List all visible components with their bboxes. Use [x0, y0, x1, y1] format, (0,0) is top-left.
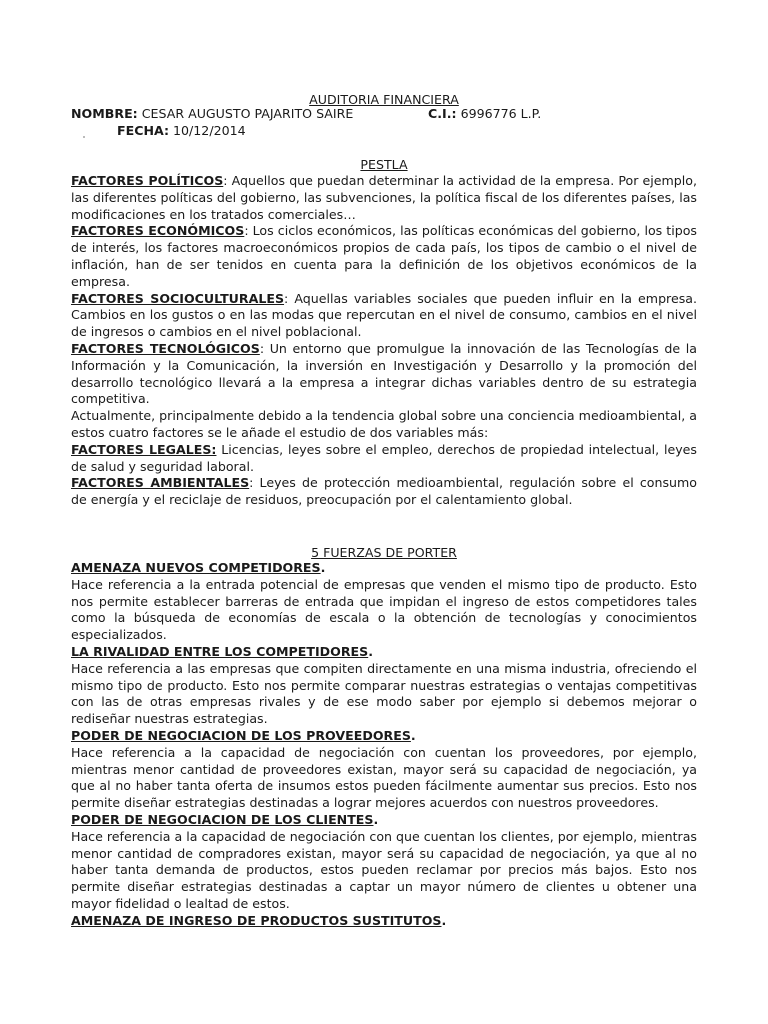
pestla-section [71, 173, 697, 509]
document-title: AUDITORIA FINANCIERA [309, 92, 459, 107]
factor-text: : Un entorno que promulgue la innovación de las Tecnologías de la Información y la Comunicación, la inversión en Investigación y Desarrollo y la promoción del desarrollo tecnológico llevará a la empresa a integrar dichas variables dentro de su estrategia competitiva. [71, 340, 697, 407]
force-suffix: . [410, 727, 416, 743]
factor-label: FACTORES LEGALES: [71, 441, 217, 457]
ci-line [428, 106, 541, 123]
force-suffix: . [320, 560, 326, 575]
factor-label: FACTORES POLÍTICOS [71, 173, 224, 188]
fecha-value: 10/12/2014 [173, 123, 246, 138]
fecha-label: FECHA: [117, 123, 170, 138]
force-heading [71, 644, 697, 661]
nombre-line [71, 106, 353, 123]
force-suffix: . [373, 811, 379, 827]
force-heading [71, 560, 697, 577]
factor-politicos [71, 173, 697, 223]
factor-text: : Aquellos que puedan determinar la actividad de la empresa. Por ejemplo, las diferentes políticas del gobierno, las subvenciones, la política fiscal de los diferentes países, las modificaciones en los tratados comerciales… [71, 173, 697, 222]
nombre-label: NOMBRE: [71, 106, 138, 121]
factor-label: FACTORES ECONÓMICOS [71, 223, 245, 239]
factor-tecnologicos [71, 341, 697, 408]
force-text: Hace referencia a la capacidad de negociación con que cuentan los clientes, por ejemplo, mientras menor cantidad de compradores existan, mayor será su capacidad de negociación, ya que al no haber tanta demanda de productos, estos pueden reclamar por precios más bajos. Esto nos permite diseñar estrategias destinadas a captar un mayor número de clientes u obtener una mayor fidelidad o lealtad de estos. [71, 828, 697, 911]
force-label: PODER DE NEGOCIACION DE LOS CLIENTES [71, 811, 374, 827]
stray-mark [83, 136, 85, 138]
factor-economicos [71, 223, 697, 290]
force-text: Hace referencia a las empresas que compiten directamente en una misma industria, ofreciendo el mismo tipo de producto. Esto nos permite comparar nuestras estrategias o ventajas competitivas con las de otras empresas rivales y de ese modo saber por ejemplo si debemos mejorar o rediseñar nuestras estrategias. [71, 660, 697, 727]
force-suffix: . [441, 912, 447, 928]
pestla-heading: PESTLA [360, 157, 408, 172]
porter-section [71, 560, 697, 930]
force-label: AMENAZA DE INGRESO DE PRODUCTOS SUSTITUTOS [71, 912, 442, 928]
factor-label: FACTORES SOCIOCULTURALES [71, 290, 285, 306]
ci-value: 6996776 L.P. [460, 106, 542, 121]
factor-legales [71, 442, 697, 476]
factor-label: FACTORES TECNOLÓGICOS [71, 340, 260, 356]
factor-text: : Leyes de protección medioambiental, regulación sobre el consumo de energía y el reciclaje de residuos, preocupación por el calentamiento global. [71, 475, 697, 508]
force-suffix: . [368, 643, 373, 659]
ci-label: C.I.: [428, 106, 457, 121]
factor-socioculturales [71, 291, 697, 341]
force-label: PODER DE NEGOCIACION DE LOS PROVEEDORES [71, 727, 411, 743]
factor-text: : Los ciclos económicos, las políticas económicas del gobierno, los tipos de interés, los factores macroeconómicos propios de cada país, los tipos de cambio o el nivel de inflación, han de ser tenidos en cuenta para la definición de los objetivos económicos de la empresa. [71, 223, 697, 289]
factor-label: FACTORES AMBIENTALES [71, 475, 250, 491]
force-heading [71, 728, 697, 745]
pestla-note [71, 408, 697, 442]
factor-text: Licencias, leyes sobre el empleo, derechos de propiedad intelectual, leyes de salud y seguridad laboral. [71, 441, 697, 474]
factor-ambientales [71, 475, 697, 509]
nombre-value: CESAR AUGUSTO PAJARITO SAIRE [141, 106, 354, 121]
fecha-line [117, 123, 246, 140]
force-text: Hace referencia a la entrada potencial de empresas que venden el mismo tipo de producto. Esto nos permite establecer barreras de entrada que impidan el ingreso de estos competidores tales como la búsqueda de economías de escala o la obtención de tecnologías y conocimientos especializados. [71, 576, 697, 643]
porter-heading: 5 FUERZAS DE PORTER [311, 545, 457, 560]
force-label: LA RIVALIDAD ENTRE LOS COMPETIDORES [71, 643, 369, 659]
note-text: Actualmente, principalmente debido a la tendencia global sobre una conciencia medioambiental, a estos cuatro factores se le añade el estudio de dos variables más: [71, 408, 697, 440]
force-heading [71, 913, 697, 930]
force-label: AMENAZA NUEVOS COMPETIDORES [71, 560, 321, 575]
force-heading [71, 812, 697, 829]
factor-text: : Aquellas variables sociales que pueden influir en la empresa. Cambios en los gustos o en las modas que repercutan en el nivel de consumo, cambios en el nivel de ingresos o cambios en el nivel poblacional. [71, 290, 697, 340]
force-text: Hace referencia a la capacidad de negociación con cuentan los proveedores, por ejemplo, mientras menor cantidad de proveedores existan, mayor será su capacidad de negociación, ya que al no haber tanta oferta de insumos estos pueden fácilmente aumentar sus precios. Esto nos permite diseñar estrategias destinadas a lograr mejores acuerdos con nuestros proveedores. [71, 744, 697, 811]
